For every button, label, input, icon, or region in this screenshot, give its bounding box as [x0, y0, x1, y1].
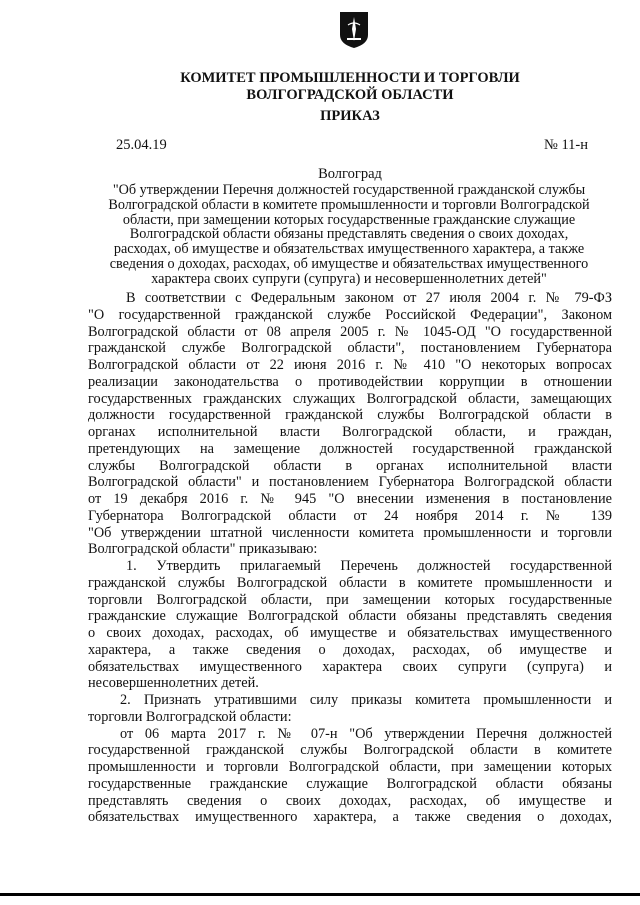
body-line: государственных гражданских служащих Волгоградской области, замещающих: [88, 390, 612, 407]
body-line: Волгоградской области" и постановлением Губернатора Волгоградской области: [88, 474, 612, 491]
body-line: органах исполнительной власти Волгоградской области, и граждан,: [88, 424, 612, 440]
body-line: должности государственной гражданской службы Волгоградской области в: [88, 407, 612, 424]
body-line: характера, а также сведения о доходах, расходах, об имуществе и: [88, 641, 612, 658]
committee-name-line-1: КОМИТЕТ ПРОМЫШЛЕННОСТИ И ТОРГОВЛИ: [180, 70, 520, 86]
coat-of-arms-icon: [339, 11, 369, 49]
document-number: № 11-н: [543, 137, 588, 153]
body-line: государственные гражданские служащие Волгоградской области обязаны: [88, 775, 612, 792]
body-line: несовершеннолетних детей.: [88, 675, 259, 692]
body-line: государственной гражданской службы Волгоградской области в комитете: [88, 742, 612, 759]
body-line: Губернатора Волгоградской области от 24 ноября 2014 г. № 139: [88, 507, 612, 524]
body-line: 1. Утвердить прилагаемый Перечень должностей государственной: [126, 558, 612, 574]
body-line: Волгоградской области от 22 июня 2016 г. № 410 "О некоторых вопросах: [88, 357, 612, 373]
committee-name-line-2: ВОЛГОГРАДСКОЙ ОБЛАСТИ: [246, 87, 454, 103]
body-line: гражданские служащие Волгоградской области обязаны представлять сведения: [88, 608, 612, 625]
body-line: от 06 марта 2017 г. № 07-н "Об утверждении Перечня должностей: [120, 725, 612, 742]
body-line: гражданской службы Волгоградской области в комитете промышленности и: [88, 574, 612, 591]
document-type: ПРИКАЗ: [320, 108, 380, 124]
body-line: от 19 декабря 2016 г. № 945 "О внесении изменения в постановление: [88, 491, 612, 507]
document-date: 25.04.19: [116, 137, 167, 153]
title-line: характера своих супруги (супруга) и несовершеннолетних детей": [151, 270, 547, 287]
title-line: Волгоградской области обязаны представлять сведения о своих доходах,: [129, 226, 569, 243]
body-line: торговли Волгоградской области, при замещении которых государственные: [88, 591, 612, 608]
body-line: представлять сведения о своих доходах, расходах, об имуществе и: [88, 792, 612, 809]
title-line: Волгоградской области в комитете промышленности и торговли Волгоградской: [108, 196, 590, 213]
body-line: торговли Волгоградской области:: [88, 708, 292, 725]
committee-name: [100, 70, 600, 104]
title-line: расходах, об имуществе и обязательствах имущественного характера, а также: [113, 241, 585, 258]
body-line: "Об утверждении штатной численности комитета промышленности и торговли: [88, 524, 612, 541]
body-line: службы Волгоградской области в органах исполнительной власти: [88, 457, 612, 474]
body-line: претендующих на замещение должностей государственной гражданской: [88, 440, 612, 457]
title-line: области, при замещении которых государственные гражданские служащие: [122, 211, 576, 228]
scan-bottom-edge: [0, 893, 640, 896]
body-line: "О государственной гражданской службе Российской Федерации", Законом: [88, 306, 612, 323]
body-line: В соответствии с Федеральным законом от 27 июля 2004 г. № 79-ФЗ: [126, 290, 612, 306]
document-title: [88, 183, 610, 287]
body-line: обязательствах имущественного характера своих супруги (супруга) и: [88, 658, 612, 675]
body-line: промышленности и торговли Волгоградской области, при замещении которых: [88, 759, 612, 775]
document-city: Волгоград: [318, 166, 382, 182]
title-line: сведения о доходах, расходах, об имуществе и обязательствах имущественного: [109, 255, 589, 272]
body-line: о своих доходах, расходах, об имуществе и обязательствах имущественного: [88, 625, 612, 641]
body-line: реализации законодательства о противодействии коррупции в отношении: [88, 373, 612, 390]
body-line: обязательствах имущественного характера, а также сведения о доходах,: [88, 809, 612, 826]
title-line: "Об утверждении Перечня должностей государственной гражданской службы: [112, 182, 586, 198]
body-line: Волгоградской области" приказываю:: [88, 541, 318, 558]
body-line: Волгоградской области от 08 апреля 2005 г. № 1045-ОД "О государственной: [88, 323, 612, 340]
body-line: гражданской службе Волгоградской области", постановлением Губернатора: [88, 340, 612, 357]
body-line: 2. Признать утратившими силу приказы комитета промышленности и: [120, 692, 612, 708]
document-body: [88, 290, 612, 826]
